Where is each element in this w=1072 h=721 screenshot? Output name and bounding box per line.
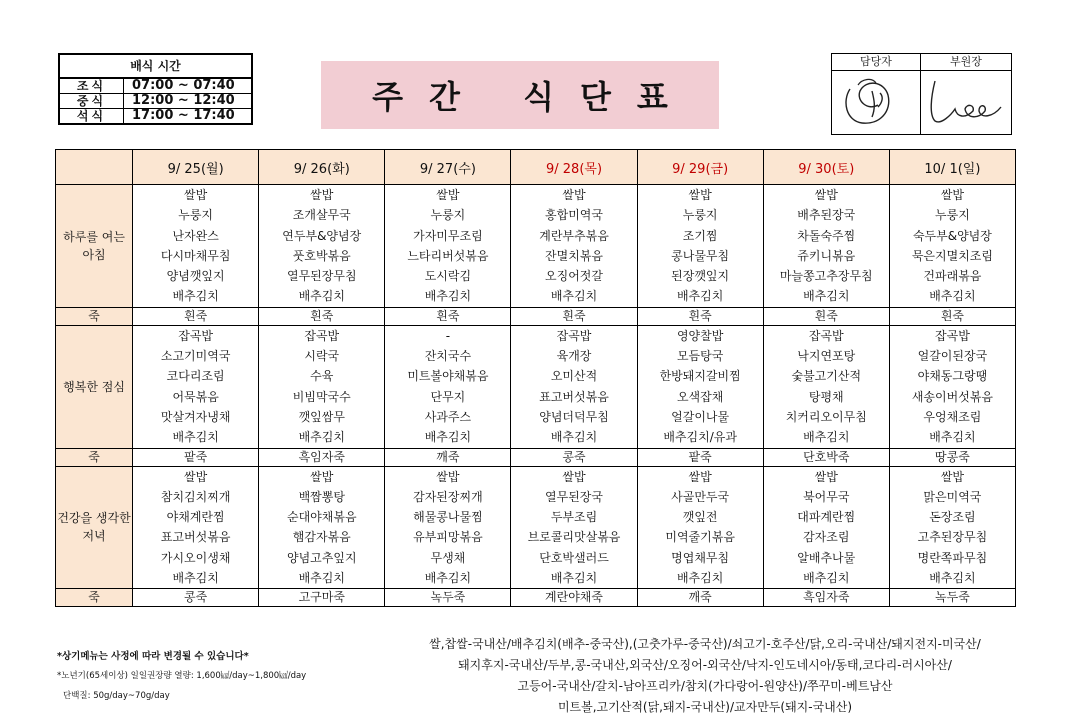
breakfast-menu-cell	[763, 185, 889, 308]
menu-item: 쌀밥	[184, 188, 208, 202]
menu-item: 명란쪽파무침	[917, 550, 988, 565]
meal-times-header: 배식 시간	[59, 54, 252, 78]
juk-item: 단호박죽	[763, 448, 889, 466]
menu-item: 숙두부&양념장	[912, 228, 992, 243]
breakfast-menu-cell	[511, 185, 637, 308]
juk-item: 깨죽	[637, 589, 763, 607]
menu-item: 순대야채볶음	[286, 510, 357, 525]
menu-item: 쌀밥	[940, 469, 964, 484]
meal-time-label: 중식	[59, 94, 124, 109]
menu-item: 숯불고기산적	[791, 369, 862, 384]
menu-item: 차돌숙주찜	[797, 228, 856, 243]
approval-director-cell	[921, 54, 1011, 134]
lunch-menu-cell	[889, 325, 1015, 448]
lunch-menu-cell	[637, 325, 763, 448]
juk-label: 죽	[56, 307, 133, 325]
menu-item: 쌀밥	[436, 469, 460, 484]
menu-item: 미트볼야채볶음	[407, 369, 489, 384]
menu-item: 북어무국	[803, 489, 850, 504]
juk-label: 죽	[56, 589, 133, 607]
lunch-menu-cell	[133, 325, 259, 448]
menu-item: 연두부&양념장	[282, 228, 362, 243]
menu-item: 잡곡밥	[556, 328, 592, 343]
menu-item: 배추김치	[424, 289, 472, 304]
juk-item: 흰죽	[889, 307, 1015, 325]
menu-item: 다시마채무침	[160, 248, 231, 263]
menu-item: 배추김치	[803, 571, 850, 586]
origin-line: 쌀,찹쌀-국내산/배추김치(배추-중국산),(고춧가루-중국산)/쇠고기-호주산/닭,오리-국내산/돼지전지-미국산/	[429, 637, 981, 651]
menu-item: 사골만두국	[671, 489, 730, 504]
menu-item: 소고기미역국	[160, 349, 231, 364]
menu-item: 백짬뽕탕	[298, 489, 345, 504]
menu-item: 사과주스	[424, 409, 472, 424]
breakfast-menu-cell	[889, 185, 1015, 308]
menu-item: 쌀밥	[688, 469, 712, 484]
menu-item: 탕평채	[808, 389, 844, 404]
menu-item: 무생채	[430, 550, 466, 565]
menu-item: 잔치국수	[424, 349, 472, 364]
menu-item: 쌀밥	[688, 188, 712, 202]
juk-item: 깨죽	[385, 448, 511, 466]
menu-item: 우엉채조림	[923, 409, 982, 424]
approval-director-label: 부원장	[921, 54, 1011, 71]
juk-item: 팥죽	[637, 448, 763, 466]
menu-item: 쌀밥	[310, 188, 334, 202]
menu-item: 배추김치	[172, 571, 219, 586]
menu-item: 대파계란찜	[797, 510, 856, 525]
menu-item: 비빔막국수	[292, 389, 351, 404]
protein-recommendation: 단백질: 50g/day~70g/day	[63, 691, 170, 701]
lunch-menu-cell	[385, 325, 511, 448]
meal-time-label: 석식	[59, 109, 124, 125]
dinner-menu-cell	[763, 466, 889, 589]
menu-item: 미역줄기볶음	[665, 530, 735, 545]
day-header-holiday: 9/ 29(금)	[637, 150, 763, 185]
juk-item: 고구마죽	[259, 589, 385, 607]
menu-item: 쌀밥	[562, 469, 586, 484]
menu-item: 누룽지	[178, 208, 214, 223]
menu-item: 야채동그랑땡	[917, 369, 988, 384]
menu-item: 배추김치	[550, 430, 598, 445]
dinner-juk-row	[56, 589, 1016, 607]
menu-item: 코다리조림	[166, 369, 225, 384]
menu-item: 표고버섯볶음	[160, 530, 231, 545]
dinner-menu-cell	[889, 466, 1015, 589]
juk-item: 녹두죽	[889, 589, 1015, 607]
breakfast-menu-cell	[637, 185, 763, 308]
menu-item: 쌀밥	[814, 188, 838, 202]
menu-item: 야채계란찜	[166, 510, 225, 525]
juk-item: 계란야채죽	[511, 589, 637, 607]
meal-times-box	[58, 53, 253, 125]
menu-item: 영양찰밥	[676, 328, 724, 343]
menu-item: 열무된장국	[545, 489, 603, 504]
menu-item: 배추김치	[550, 289, 598, 304]
day-header-holiday: 9/ 28(목)	[511, 150, 637, 185]
menu-item: 치커리오이무침	[785, 409, 867, 424]
menu-item: 어묵볶음	[172, 389, 219, 404]
menu-item: 배추김치	[929, 430, 976, 445]
breakfast-juk-row	[56, 307, 1016, 325]
menu-item: 배추김치	[172, 430, 219, 445]
menu-item: 누룽지	[682, 208, 718, 223]
menu-item: 육개장	[556, 349, 592, 364]
menu-item: 배추김치/유과	[663, 430, 737, 445]
menu-item: 감자된장찌개	[413, 489, 483, 504]
menu-item: 고추된장무침	[917, 530, 988, 545]
menu-item: 잡곡밥	[178, 328, 214, 343]
menu-item: 오징어젓갈	[545, 269, 603, 284]
menu-item: 새송이버섯볶음	[911, 389, 993, 404]
menu-item: 맛살겨자냉채	[160, 409, 231, 424]
dinner-menu-cell	[637, 466, 763, 589]
menu-item: 낙지연포탕	[797, 349, 856, 364]
header-corner	[56, 150, 133, 185]
menu-item: 모듬탕국	[676, 349, 724, 364]
meal-time-value: 07:00 ~ 07:40	[124, 78, 253, 94]
origin-info	[380, 634, 1030, 718]
juk-item: 흰죽	[133, 307, 259, 325]
change-notice: *상기메뉴는 사정에 따라 변경될 수 있습니다*	[57, 651, 249, 662]
menu-item: 양념깻잎지	[166, 269, 225, 284]
menu-item: 배추김치	[676, 571, 724, 586]
menu-item: 난자완스	[172, 228, 219, 243]
menu-item: 두부조림	[550, 510, 598, 525]
breakfast-menu-cell	[259, 185, 385, 308]
menu-item: 배추김치	[676, 289, 724, 304]
meal-time-value: 17:00 ~ 17:40	[124, 109, 253, 125]
day-header: 9/ 25(월)	[133, 150, 259, 185]
menu-item: 감자조림	[803, 530, 850, 545]
menu-item: 배추김치	[424, 430, 472, 445]
origin-line: 미트볼,고기산적(닭,돼지-국내산)/교자만두(돼지-국내산)	[557, 700, 853, 714]
menu-item: 깻잎쌈무	[298, 409, 345, 424]
menu-item: 쌀밥	[184, 469, 208, 484]
menu-item: 잡곡밥	[304, 328, 340, 343]
approval-manager-label: 담당자	[832, 54, 920, 71]
lunch-label: 행복한 점심	[56, 325, 133, 448]
breakfast-menu-cell	[385, 185, 511, 308]
menu-item: 콩나물무침	[671, 248, 730, 263]
director-signature-icon	[921, 71, 1011, 133]
menu-item: 묵은지멸치조림	[911, 248, 993, 263]
menu-item: 배추김치	[929, 289, 976, 304]
weekly-menu-table	[55, 149, 1016, 607]
menu-item: 잔멸치볶음	[545, 248, 603, 263]
energy-recommendation: *노년기(65세이상) 일일권장량 열량: 1,600㎉/day~1,800㎉/day	[57, 671, 307, 681]
juk-item: 콩죽	[133, 589, 259, 607]
menu-item: 조개살무국	[292, 208, 351, 223]
juk-item: 녹두죽	[385, 589, 511, 607]
day-header-holiday: 9/ 30(토)	[763, 150, 889, 185]
menu-item: -	[445, 328, 451, 343]
menu-item: 도시락김	[424, 269, 472, 284]
breakfast-menu-cell	[133, 185, 259, 308]
menu-item: 얼갈이된장국	[917, 349, 988, 364]
menu-item: 배추김치	[929, 571, 976, 586]
menu-item: 누룽지	[430, 208, 466, 223]
juk-item: 땅콩죽	[889, 448, 1015, 466]
breakfast-row	[56, 185, 1016, 308]
menu-item: 열무된장무침	[286, 269, 357, 284]
meal-time-value: 12:00 ~ 12:40	[124, 94, 253, 109]
menu-item: 배추김치	[298, 289, 345, 304]
lunch-menu-cell	[763, 325, 889, 448]
day-header-row	[56, 150, 1016, 185]
manager-signature-icon	[832, 71, 920, 133]
menu-item: 홍합미역국	[545, 208, 603, 223]
menu-item: 오미산적	[550, 369, 598, 384]
dinner-row	[56, 466, 1016, 589]
juk-item: 흑임자죽	[763, 589, 889, 607]
menu-item: 쌀밥	[310, 469, 334, 484]
menu-item: 시락국	[304, 349, 340, 364]
meal-time-row	[59, 109, 252, 125]
menu-item: 쌀밥	[814, 469, 838, 484]
dinner-menu-cell	[259, 466, 385, 589]
menu-item: 잡곡밥	[935, 328, 970, 343]
menu-item: 표고버섯볶음	[539, 389, 609, 404]
menu-item: 배추김치	[172, 289, 219, 304]
menu-item: 수육	[310, 369, 334, 384]
lunch-juk-row	[56, 448, 1016, 466]
juk-item: 흰죽	[637, 307, 763, 325]
approval-manager-cell	[832, 54, 921, 134]
menu-item: 배추김치	[424, 571, 472, 586]
juk-item: 흰죽	[259, 307, 385, 325]
menu-item: 느타리버섯볶음	[407, 248, 489, 263]
menu-item: 배추된장국	[797, 208, 856, 223]
menu-item: 배추김치	[803, 289, 850, 304]
menu-item: 건파래볶음	[923, 269, 982, 284]
menu-item: 단호박샐러드	[539, 550, 609, 565]
origin-line: 고등어-국내산/갈치-남아프리카/참치(가다랑어-원양산)/쭈꾸미-베트남산	[517, 679, 893, 693]
menu-item: 쌀밥	[436, 188, 460, 202]
menu-item: 누룽지	[935, 208, 970, 223]
menu-item: 햄감자볶음	[292, 530, 351, 545]
menu-item: 해물콩나물찜	[413, 510, 483, 525]
menu-item: 참치김치찌개	[160, 489, 231, 504]
juk-item: 흰죽	[763, 307, 889, 325]
menu-item: 양념더덕무침	[539, 409, 609, 424]
menu-item: 배추김치	[803, 430, 850, 445]
menu-item: 양념고추잎지	[286, 550, 357, 565]
menu-item: 쥬키니볶음	[797, 248, 856, 263]
menu-item: 쌀밥	[940, 188, 964, 202]
menu-item: 유부피망볶음	[413, 530, 483, 545]
origin-line: 돼지후지-국내산/두부,콩-국내산,외국산/오징어-외국산/낙지-인도네시아/동태,코다리-러시아산/	[458, 658, 952, 672]
juk-item: 콩죽	[511, 448, 637, 466]
menu-item: 브로콜리맛살볶음	[527, 530, 621, 545]
dinner-label: 건강을 생각한 저녁	[56, 466, 133, 589]
menu-item: 얼갈이나물	[671, 409, 730, 424]
menu-item: 한방돼지갈비찜	[659, 369, 741, 384]
menu-item: 맑은미역국	[923, 489, 982, 504]
lunch-menu-cell	[259, 325, 385, 448]
page-title: 주간 식단표	[321, 61, 719, 129]
menu-item: 단무지	[430, 389, 466, 404]
lunch-row	[56, 325, 1016, 448]
menu-item: 돈장조림	[929, 510, 976, 525]
menu-item: 잡곡밥	[808, 328, 844, 343]
menu-item: 명엽채무침	[671, 550, 730, 565]
meal-time-row	[59, 94, 252, 109]
juk-item: 흑임자죽	[259, 448, 385, 466]
menu-item: 쌀밥	[562, 188, 586, 202]
menu-item: 가자미무조림	[413, 228, 483, 243]
menu-item: 조기찜	[682, 228, 718, 243]
juk-label: 죽	[56, 448, 133, 466]
juk-item: 팥죽	[133, 448, 259, 466]
day-header: 9/ 26(화)	[259, 150, 385, 185]
approval-box	[831, 53, 1012, 135]
menu-item: 된장깻잎지	[671, 269, 730, 284]
menu-item: 계란부추볶음	[539, 228, 609, 243]
menu-item: 오색잡채	[676, 389, 724, 404]
meal-time-label: 조식	[59, 78, 124, 94]
juk-item: 흰죽	[385, 307, 511, 325]
day-header: 9/ 27(수)	[385, 150, 511, 185]
menu-item: 깻잎전	[682, 510, 718, 525]
menu-item: 알배추나물	[797, 550, 856, 565]
breakfast-label: 하루를 여는 아침	[56, 185, 133, 308]
menu-item: 배추김치	[550, 571, 598, 586]
dinner-menu-cell	[511, 466, 637, 589]
lunch-menu-cell	[511, 325, 637, 448]
meal-time-row	[59, 78, 252, 94]
menu-item: 배추김치	[298, 430, 345, 445]
dinner-menu-cell	[385, 466, 511, 589]
dinner-menu-cell	[133, 466, 259, 589]
menu-item: 배추김치	[298, 571, 345, 586]
day-header: 10/ 1(일)	[889, 150, 1015, 185]
juk-item: 흰죽	[511, 307, 637, 325]
menu-item: 풋호박볶음	[292, 248, 351, 263]
menu-item: 가시오이생채	[160, 550, 231, 565]
menu-item: 마늘쫑고추장무침	[779, 269, 873, 284]
